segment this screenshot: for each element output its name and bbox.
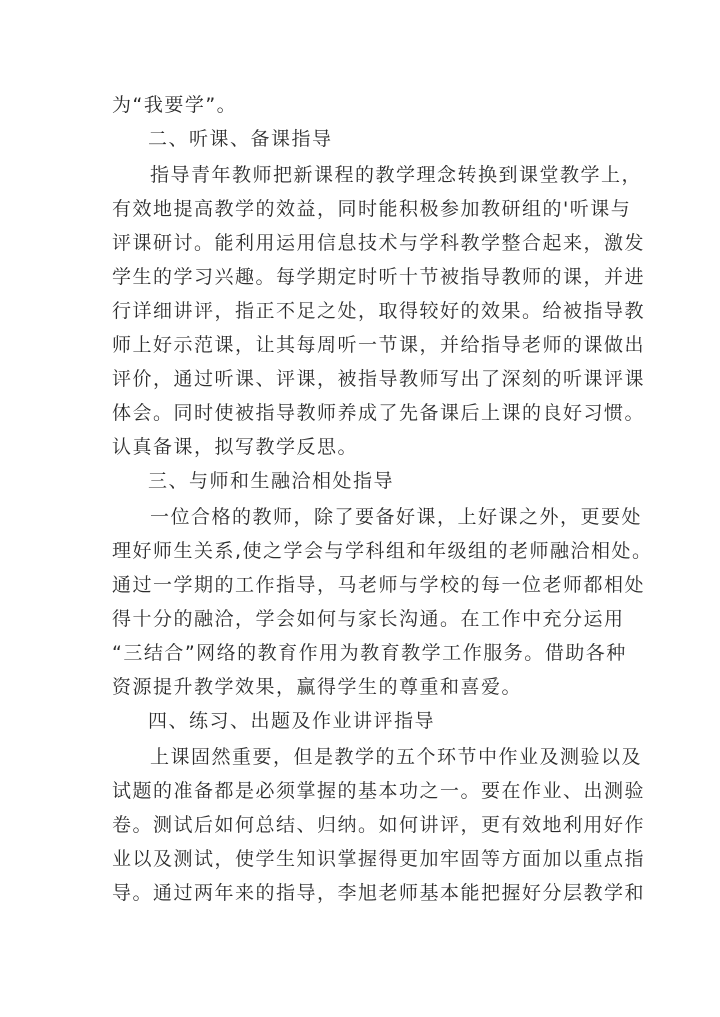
text-line: 评价，通过听课、评课，被指导教师写出了深刻的听课评课	[112, 368, 646, 390]
text-line: 为“我要学”。	[112, 94, 238, 116]
text-line: “三结合”网络的教育作用为教育教学工作服务。借助各种	[112, 642, 627, 664]
text-line: 得十分的融洽，学会如何与家长沟通。在工作中充分运用	[112, 608, 625, 630]
text-line: 认真备课，拟写教学反思。	[112, 436, 359, 458]
text-line: 行详细讲评，指正不足之处，取得较好的效果。给被指导教	[112, 300, 646, 322]
text-line: 资源提升教学效果，赢得学生的尊重和喜爱。	[112, 676, 523, 698]
text-line: 上课固然重要，但是教学的五个环节中作业及测验以及	[150, 746, 643, 768]
text-line: 评课研讨。能利用运用信息技术与学科教学整合起来，激发	[112, 232, 646, 254]
text-line: 卷。测试后如何总结、归纳。如何讲评，更有效地利用好作	[112, 814, 646, 836]
text-line: 通过一学期的工作指导，马老师与学校的每一位老师都相处	[112, 574, 646, 596]
text-line: 指导青年教师把新课程的教学理念转换到课堂教学上，	[150, 164, 643, 186]
text-line: 有效地提高教学的效益，同时能积极参加教研组的'听课与	[112, 198, 632, 220]
text-line: 体会。同时使被指导教师养成了先备课后上课的良好习惯。	[112, 402, 646, 424]
text-line: 导。通过两年来的指导，李旭老师基本能把握好分层教学和	[112, 882, 646, 904]
text-line: 学生的学习兴趣。每学期定时听十节被指导教师的课，并进	[112, 266, 646, 288]
section-heading: 二、听课、备课指导	[148, 128, 333, 150]
text-line: 试题的准备都是必须掌握的基本功之一。要在作业、出测验	[112, 780, 646, 802]
text-line: 业以及测试，使学生知识掌握得更加牢固等方面加以重点指	[112, 848, 646, 870]
text-line: 师上好示范课，让其每周听一节课，并给指导老师的课做出	[112, 334, 646, 356]
section-heading: 四、练习、出题及作业讲评指导	[148, 710, 436, 732]
section-heading: 三、与师和生融洽相处指导	[148, 470, 395, 492]
text-line: 理好师生关系,使之学会与学科组和年级组的老师融洽相处。	[112, 540, 653, 562]
text-line: 一位合格的教师，除了要备好课，上好课之外，更要处	[150, 506, 643, 528]
